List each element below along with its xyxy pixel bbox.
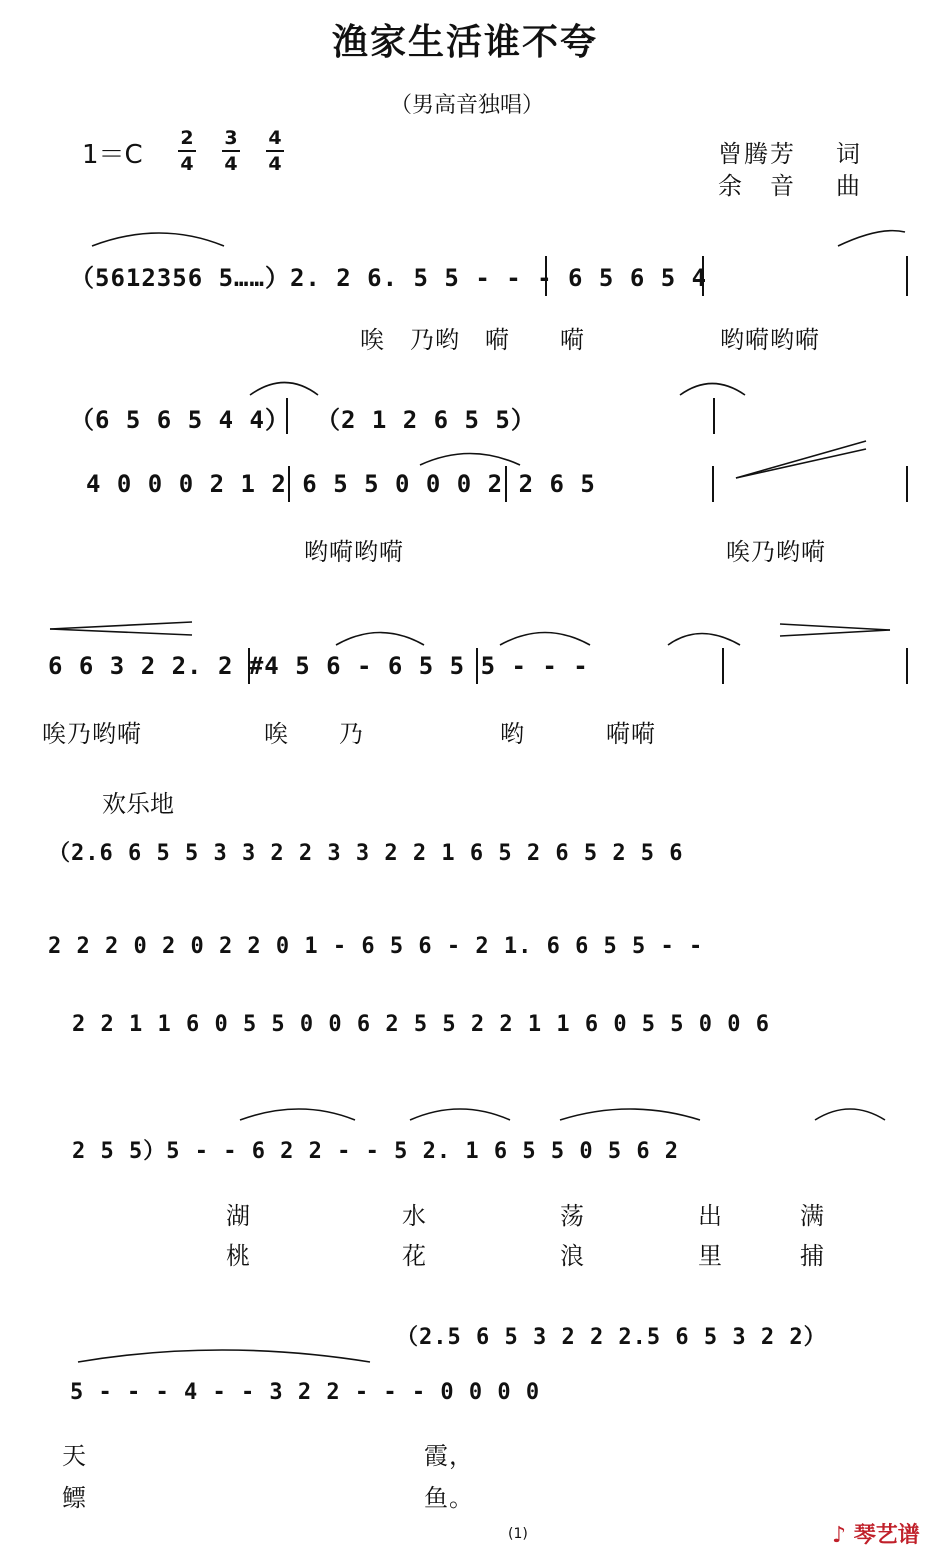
notation-line-7: 2 2 1 1 6 0 5 5 0 0 6 2 5 5 2 2 1 1 6 0 5 5 0 0 6 — [72, 1012, 771, 1037]
time-signature-4-4: 4 4 — [264, 128, 286, 174]
lyric-line-3a: 唉乃哟嗬 — [42, 720, 142, 748]
lyric-line-3d: 嗬嗬 — [606, 720, 656, 748]
subtitle: （男高音独唱） — [390, 93, 545, 118]
notation-line-4: 6 6 3 2 2. 2 #4 5 6 - 6 5 5 5 - - - — [48, 652, 589, 680]
composer-role: 曲 — [836, 172, 862, 200]
notation-line-6: 2 2 2 0 2 0 2 2 0 1 - 6 5 6 - 2 1. 6 6 5 5 - - — [48, 934, 704, 959]
time-signature-3-4: 3 4 — [220, 128, 242, 174]
time-signature-2-4: 2 4 — [176, 128, 198, 174]
notation-line-5: （2.6 6 5 5 3 3 2 2 3 3 2 2 1 6 5 2 6 5 2 5 6 — [48, 841, 684, 866]
key-signature: 1＝C — [82, 140, 143, 170]
notation-line-9: （2.5 6 5 3 2 2 2.5 6 5 3 2 2） — [396, 1325, 827, 1350]
watermark-text: 琴艺谱 — [853, 1523, 920, 1548]
verse1-char-1: 湖 — [226, 1202, 251, 1230]
page-number: (1) — [508, 1526, 528, 1542]
ending-lyric-1a: 天 — [62, 1442, 87, 1470]
notation-line-8: 2 5 5）5 - - 6 2 2 - - 5 2. 1 6 5 5 0 5 6 2 — [72, 1139, 680, 1164]
lyric-line-3b: 唉 乃 — [264, 720, 364, 748]
tempo-marking: 欢乐地 — [102, 790, 174, 818]
notation-line-1: （5612356 5……）2. 2 6. 5 5 - - - 6 5 6 5 4 — [70, 264, 708, 292]
verse2-char-4: 里 — [698, 1242, 723, 1270]
ending-lyric-2b: 鱼。 — [424, 1484, 474, 1512]
verse2-char-1: 桃 — [226, 1242, 251, 1270]
lyric-line-1b: 哟嗬哟嗬 — [720, 326, 820, 354]
lyric-line-2: 哟嗬哟嗬 — [304, 538, 404, 566]
lyric-line-2b: 唉乃哟嗬 — [726, 538, 826, 566]
lyric-line-3c: 哟 — [500, 720, 525, 748]
watermark-logo — [832, 1518, 920, 1549]
verse1-char-3: 荡 — [560, 1202, 585, 1230]
notation-line-10: 5 - - - 4 - - 3 2 2 - - - 0 0 0 0 — [70, 1380, 541, 1405]
verse2-char-3: 浪 — [560, 1242, 585, 1270]
verse2-char-5: 捕 — [800, 1242, 825, 1270]
piano-icon: ♪ — [832, 1523, 847, 1548]
verse1-char-4: 出 — [698, 1202, 723, 1230]
lyric-line-1: 唉 乃哟 嗬 嗬 — [360, 326, 585, 354]
ending-lyric-1b: 霞， — [424, 1442, 474, 1470]
verse1-char-5: 满 — [800, 1202, 825, 1230]
ending-lyric-2a: 鳔 — [62, 1484, 87, 1512]
composer-name: 余 音 — [718, 172, 796, 200]
notation-line-3: 4 0 0 0 2 1 2 6 5 5 0 0 0 2 2 6 5 — [86, 470, 596, 498]
notation-line-2: （6 5 6 5 4 4） （2 1 2 6 5 5） — [70, 406, 536, 434]
verse1-char-2: 水 — [402, 1202, 427, 1230]
lyricist-role: 词 — [836, 140, 862, 168]
page-title: 渔家生活谁不夸 — [332, 21, 599, 63]
lyricist-name: 曾腾芳 — [718, 140, 796, 168]
verse2-char-2: 花 — [402, 1242, 427, 1270]
